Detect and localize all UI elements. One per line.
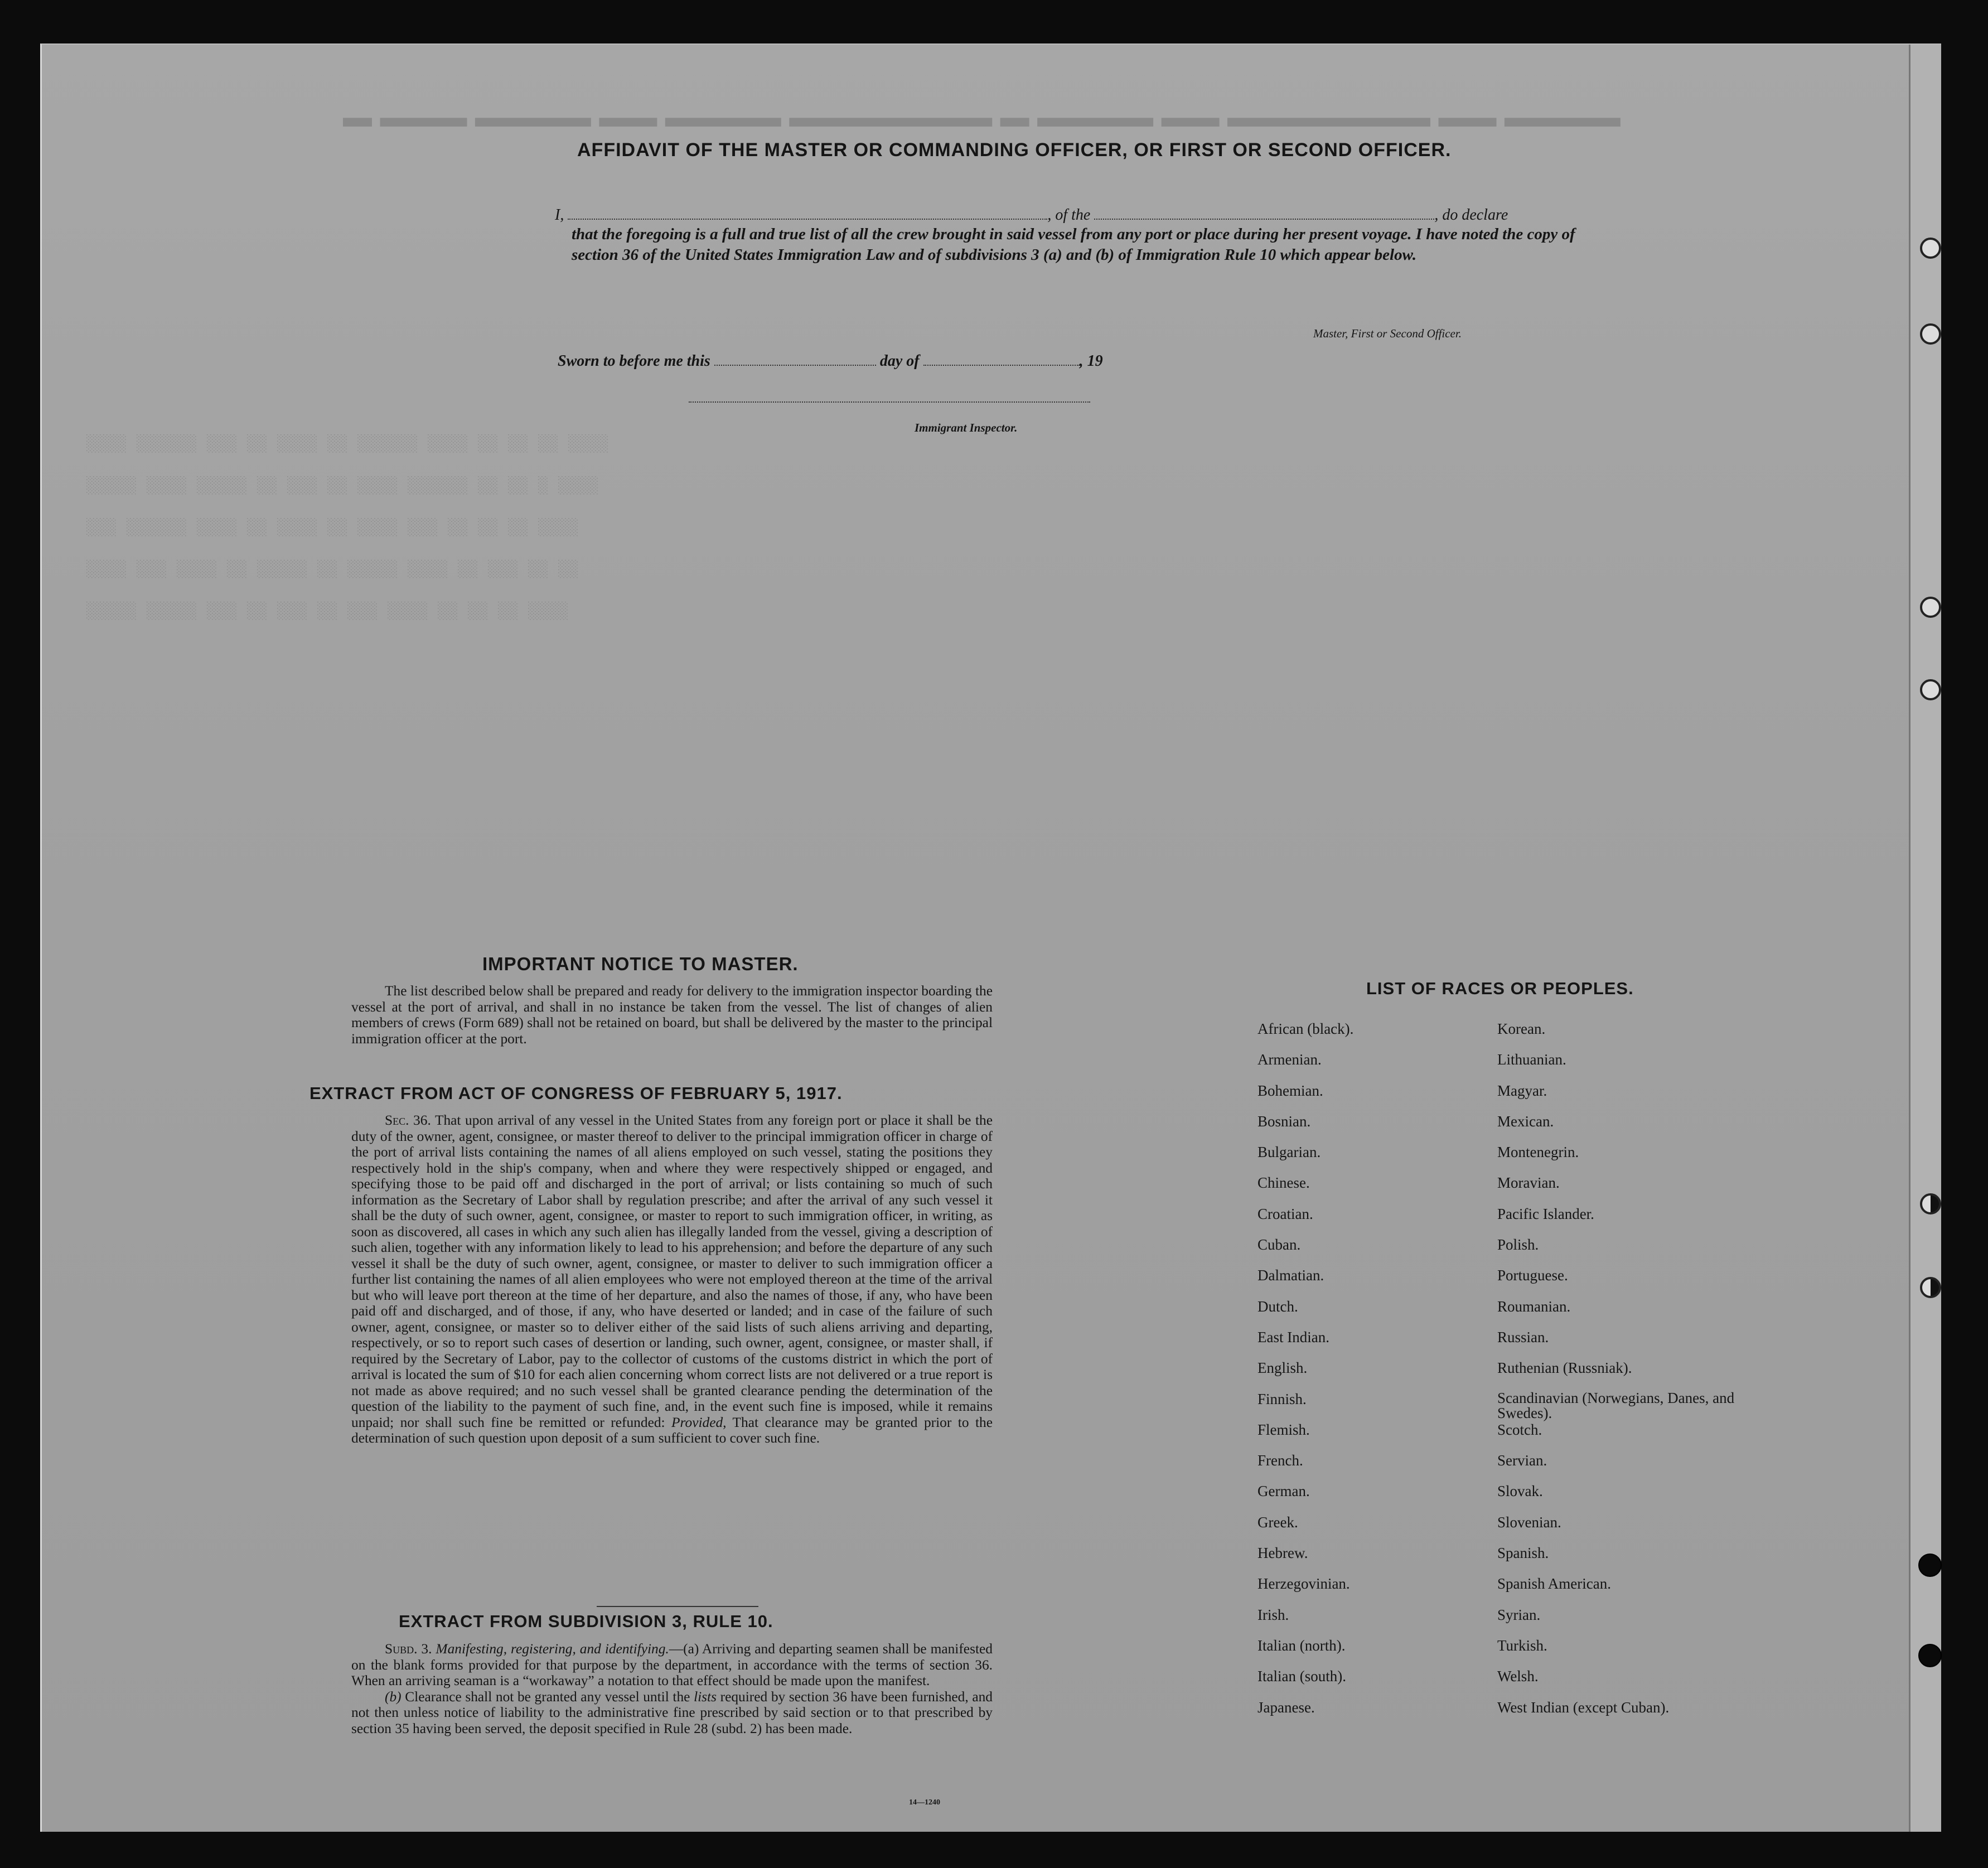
race-item: Hebrew. xyxy=(1257,1545,1308,1562)
race-item: Greek. xyxy=(1257,1513,1298,1531)
section-label: Sec. 36. xyxy=(385,1112,431,1128)
form-number: 14—1240 xyxy=(909,1798,940,1807)
subd-paragraph-b xyxy=(351,1689,993,1737)
document-page xyxy=(40,43,1941,1832)
subd-b-text-1: Clearance shall not be granted any vessel until the xyxy=(405,1688,690,1705)
act-extract-title: EXTRACT FROM ACT OF CONGRESS OF FEBRUARY 5, 1917. xyxy=(309,1083,843,1103)
race-item: Portuguese. xyxy=(1497,1267,1568,1284)
notice-body xyxy=(351,983,993,1047)
inspector-signature-line[interactable] xyxy=(689,401,1090,403)
race-item: Magyar. xyxy=(1497,1082,1547,1099)
race-item: Mexican. xyxy=(1497,1112,1554,1130)
races-left-column xyxy=(1257,1020,1353,1730)
race-item: Ruthenian (Russniak). xyxy=(1497,1359,1632,1377)
race-item: Turkish. xyxy=(1497,1637,1547,1654)
race-item: Servian. xyxy=(1497,1452,1547,1469)
race-item: Slovak. xyxy=(1497,1483,1543,1500)
binder-hole xyxy=(1920,679,1941,700)
race-item: African (black). xyxy=(1257,1020,1354,1037)
race-item: Japanese. xyxy=(1257,1698,1315,1716)
affidavit-title: AFFIDAVIT OF THE MASTER OR COMMANDING OFFICER, OR FIRST OR SECOND OFFICER. xyxy=(577,139,1452,161)
sworn-prefix: Sworn to before me this xyxy=(558,352,710,370)
section-36-text: That upon arrival of any vessel in the United States from any foreign port or place it shall be the duty of the owner, agent, consignee, or master thereof to deliver to the principal immigration officer in charge of the port of arrival lists containing the names of all aliens employed on such vessel, stating the positions they respectively hold in the ship's company, when and where they were respectively shipped or engaged, and specifying those to be paid off and discharged in the port of arrival; or lists containing so much of such information as the Secretary of Labor shall by regulation prescribe; and after the arrival of any such vessel it shall be the duty of such owner, agent, consignee, or master to report to such immigration officer, in writing, as soon as discovered, all cases in which any such alien has illegally landed from the vessel, giving a description of such alien, together with any information likely to lead to his apprehension; and before the departure of any such vessel it shall be the duty of such owner, agent, consignee, or master to deliver to such immigration officer a further list containing the names of all alien employees who were not employed thereon at the time of the arrival but who will leave port thereon at the time of her departure, and also the names of those, if any, who have been paid off and discharged, and of those, if any, who have deserted or landed; and in case of the failure of such owner, agent, consignee, or master so to deliver either of the said lists of such aliens arriving and departing, respectively, or so to report such cases of desertion or landing, such owner, agent, consignee, or master shall, if required by the Secretary of Labor, pay to the collector of customs of the customs district in which the port of arrival is located the sum of $10 for each alien concerning whom correct lists are not delivered or a true report is not made as above required; and no such vessel shall be granted clearance pending the determination of the question of the liability to the payment of such fine, and, in the event such fine is imposed, while it remains unpaid; nor shall such fine be remitted or refunded: xyxy=(351,1112,993,1430)
races-title: LIST OF RACES OR PEOPLES. xyxy=(1366,979,1634,998)
vessel-name-field[interactable] xyxy=(1094,219,1434,220)
master-signature-caption: Master, First or Second Officer. xyxy=(1313,327,1462,340)
binder-hole xyxy=(1920,238,1941,259)
race-item: Moravian. xyxy=(1497,1174,1560,1192)
sworn-line xyxy=(558,352,1103,370)
binder-hole xyxy=(1920,597,1941,618)
race-item: East Indian. xyxy=(1257,1328,1329,1346)
race-item: Cuban. xyxy=(1257,1236,1301,1254)
race-item: Bohemian. xyxy=(1257,1082,1323,1099)
race-item: Dalmatian. xyxy=(1257,1267,1324,1284)
act-extract-body xyxy=(351,1112,993,1446)
notice-paragraph: The list described below shall be prepared and ready for delivery to the immigration inspector boarding the vessel at the port of arrival, and shall in no instance be taken from the vessel. The list of changes of alien members of crews (Form 689) shall not be retained on board, but shall be delivered by the master to the principal immigration officer at the port. xyxy=(351,983,993,1047)
race-item: Lithuanian. xyxy=(1497,1051,1566,1068)
act-section-paragraph xyxy=(351,1112,993,1446)
race-item: Italian (south). xyxy=(1257,1668,1346,1685)
subd-text-a: —(a) Arriving and departing seamen shall be manifested on the blank forms provided for that purpose by the department, in accordance with the terms of section 36. When an arriving seaman is a “workaway” a notation to that effect should be made upon the manifest. xyxy=(351,1641,993,1688)
race-item: Herzegovinian. xyxy=(1257,1575,1350,1593)
subd-b-text-2: required by section 36 have been furnished, and not then unless notice of liability to the administrative fine prescribed by said section or to that prescribed by section 35 having been served, the deposit specified in Rule 28 (subd. 2) has been made. xyxy=(351,1688,993,1736)
affidavit-statement: that the foregoing is a full and true list of all the crew brought in said vessel from any port or place during her present voyage. I have noted the copy of section 36 of the United States Immigration Law and of subdivisions 3 (a) and (b) of Immigration Rule 10 which appear below. xyxy=(572,225,1575,264)
binder-hole xyxy=(1920,1193,1941,1214)
race-item: Montenegrin. xyxy=(1497,1144,1579,1161)
declarant-prefix: I, xyxy=(555,206,564,224)
race-item: Scotch. xyxy=(1497,1421,1542,1438)
declarant-of-the: , of the xyxy=(1047,206,1091,224)
race-item: Pacific Islander. xyxy=(1497,1205,1594,1222)
section-divider xyxy=(597,1606,758,1607)
race-item: Scandinavian (Norwegians, Danes, and Swedes). xyxy=(1497,1389,1735,1421)
races-right-column xyxy=(1497,1020,1743,1730)
race-item: Irish. xyxy=(1257,1606,1289,1623)
race-item: Korean. xyxy=(1497,1020,1546,1037)
subd-b-lists: lists xyxy=(694,1688,717,1705)
inspector-caption: Immigrant Inspector. xyxy=(915,421,1018,434)
sworn-month-field[interactable] xyxy=(923,365,1080,366)
sworn-day-field[interactable] xyxy=(714,365,876,366)
race-item: Armenian. xyxy=(1257,1051,1322,1068)
race-item: Chinese. xyxy=(1257,1174,1310,1192)
bleed-through-rows: ░░░░ ░░░░░░ ░░░ ░░ ░░░░ ░░ ░░░░░░ ░░░░ ░░ ░░ ░░ ░░░░ ░░░░░ ░░░░ ░░░░░ ░░ ░░░ ░░ ░░░░ ░░░░░░ ░░ ░░ ░ ░░░░ ░░░ ░░░░░░ ░░░░ ░░ ░░░░ ░░ ░░░░ ░░░ ░░ ░░ ░░ ░░░░ ░░░░ ░░░ ░░░░ ░░ ░░░░░ ░░ ░░░░░ ░░░░ ░░ ░░░ ░░ ░░ ░░░░░ ░░░░░ ░░░ ░░ ░░░ ░░ ░░░ ░░░░ ░░ ░░ ░░ ░░░░ xyxy=(86,435,609,621)
binder-hole xyxy=(1920,323,1941,345)
subd-label: Subd. 3. xyxy=(385,1641,432,1657)
race-item: Croatian. xyxy=(1257,1205,1313,1222)
declarant-name-field[interactable] xyxy=(568,219,1047,220)
binder-hole xyxy=(1918,1554,1942,1577)
race-item: Spanish American. xyxy=(1497,1575,1611,1593)
rule-extract-title: EXTRACT FROM SUBDIVISION 3, RULE 10. xyxy=(399,1611,773,1631)
race-item: West Indian (except Cuban). xyxy=(1497,1698,1670,1716)
race-item: Welsh. xyxy=(1497,1668,1539,1685)
race-item: Polish. xyxy=(1497,1236,1539,1254)
binder-hole xyxy=(1920,1277,1941,1298)
race-item: Italian (north). xyxy=(1257,1637,1346,1654)
race-item: Spanish. xyxy=(1497,1545,1549,1562)
binder-hole xyxy=(1918,1644,1942,1667)
race-item: Syrian. xyxy=(1497,1606,1541,1623)
race-item: English. xyxy=(1257,1359,1308,1377)
race-item: Finnish. xyxy=(1257,1390,1307,1407)
race-item: Bosnian. xyxy=(1257,1112,1311,1130)
subd-paragraph-a xyxy=(351,1641,993,1689)
subd-b-label: (b) xyxy=(385,1688,402,1705)
race-item: Dutch. xyxy=(1257,1298,1298,1315)
subd-heading: Manifesting, registering, and identifying. xyxy=(436,1641,669,1657)
race-item: French. xyxy=(1257,1452,1303,1469)
declare-suffix: , do declare xyxy=(1434,206,1508,224)
race-item: Slovenian. xyxy=(1497,1513,1561,1531)
race-item: Bulgarian. xyxy=(1257,1144,1321,1161)
race-item: Russian. xyxy=(1497,1328,1549,1346)
race-item: Roumanian. xyxy=(1497,1298,1571,1315)
sworn-year: , 19 xyxy=(1079,352,1103,370)
bleed-through-header: ▬ ▬▬▬ ▬▬▬▬ ▬▬ ▬▬▬▬ ▬▬▬▬▬▬▬ ▬ ▬▬▬▬ ▬▬ ▬▬▬▬▬▬▬ ▬▬ ▬▬▬▬ xyxy=(343,101,1621,133)
race-item: Flemish. xyxy=(1257,1421,1310,1438)
rule-extract-body xyxy=(351,1641,993,1736)
proviso-word: Provided, xyxy=(671,1414,727,1430)
sworn-day-of: day of xyxy=(879,352,920,370)
race-item: German. xyxy=(1257,1483,1310,1500)
affidavit-declaration-line xyxy=(555,206,1508,224)
notice-title: IMPORTANT NOTICE TO MASTER. xyxy=(482,954,799,974)
proviso-text: That clearance may be granted prior to the determination of such question upon deposit of a sum sufficient to cover such fine. xyxy=(351,1414,993,1446)
